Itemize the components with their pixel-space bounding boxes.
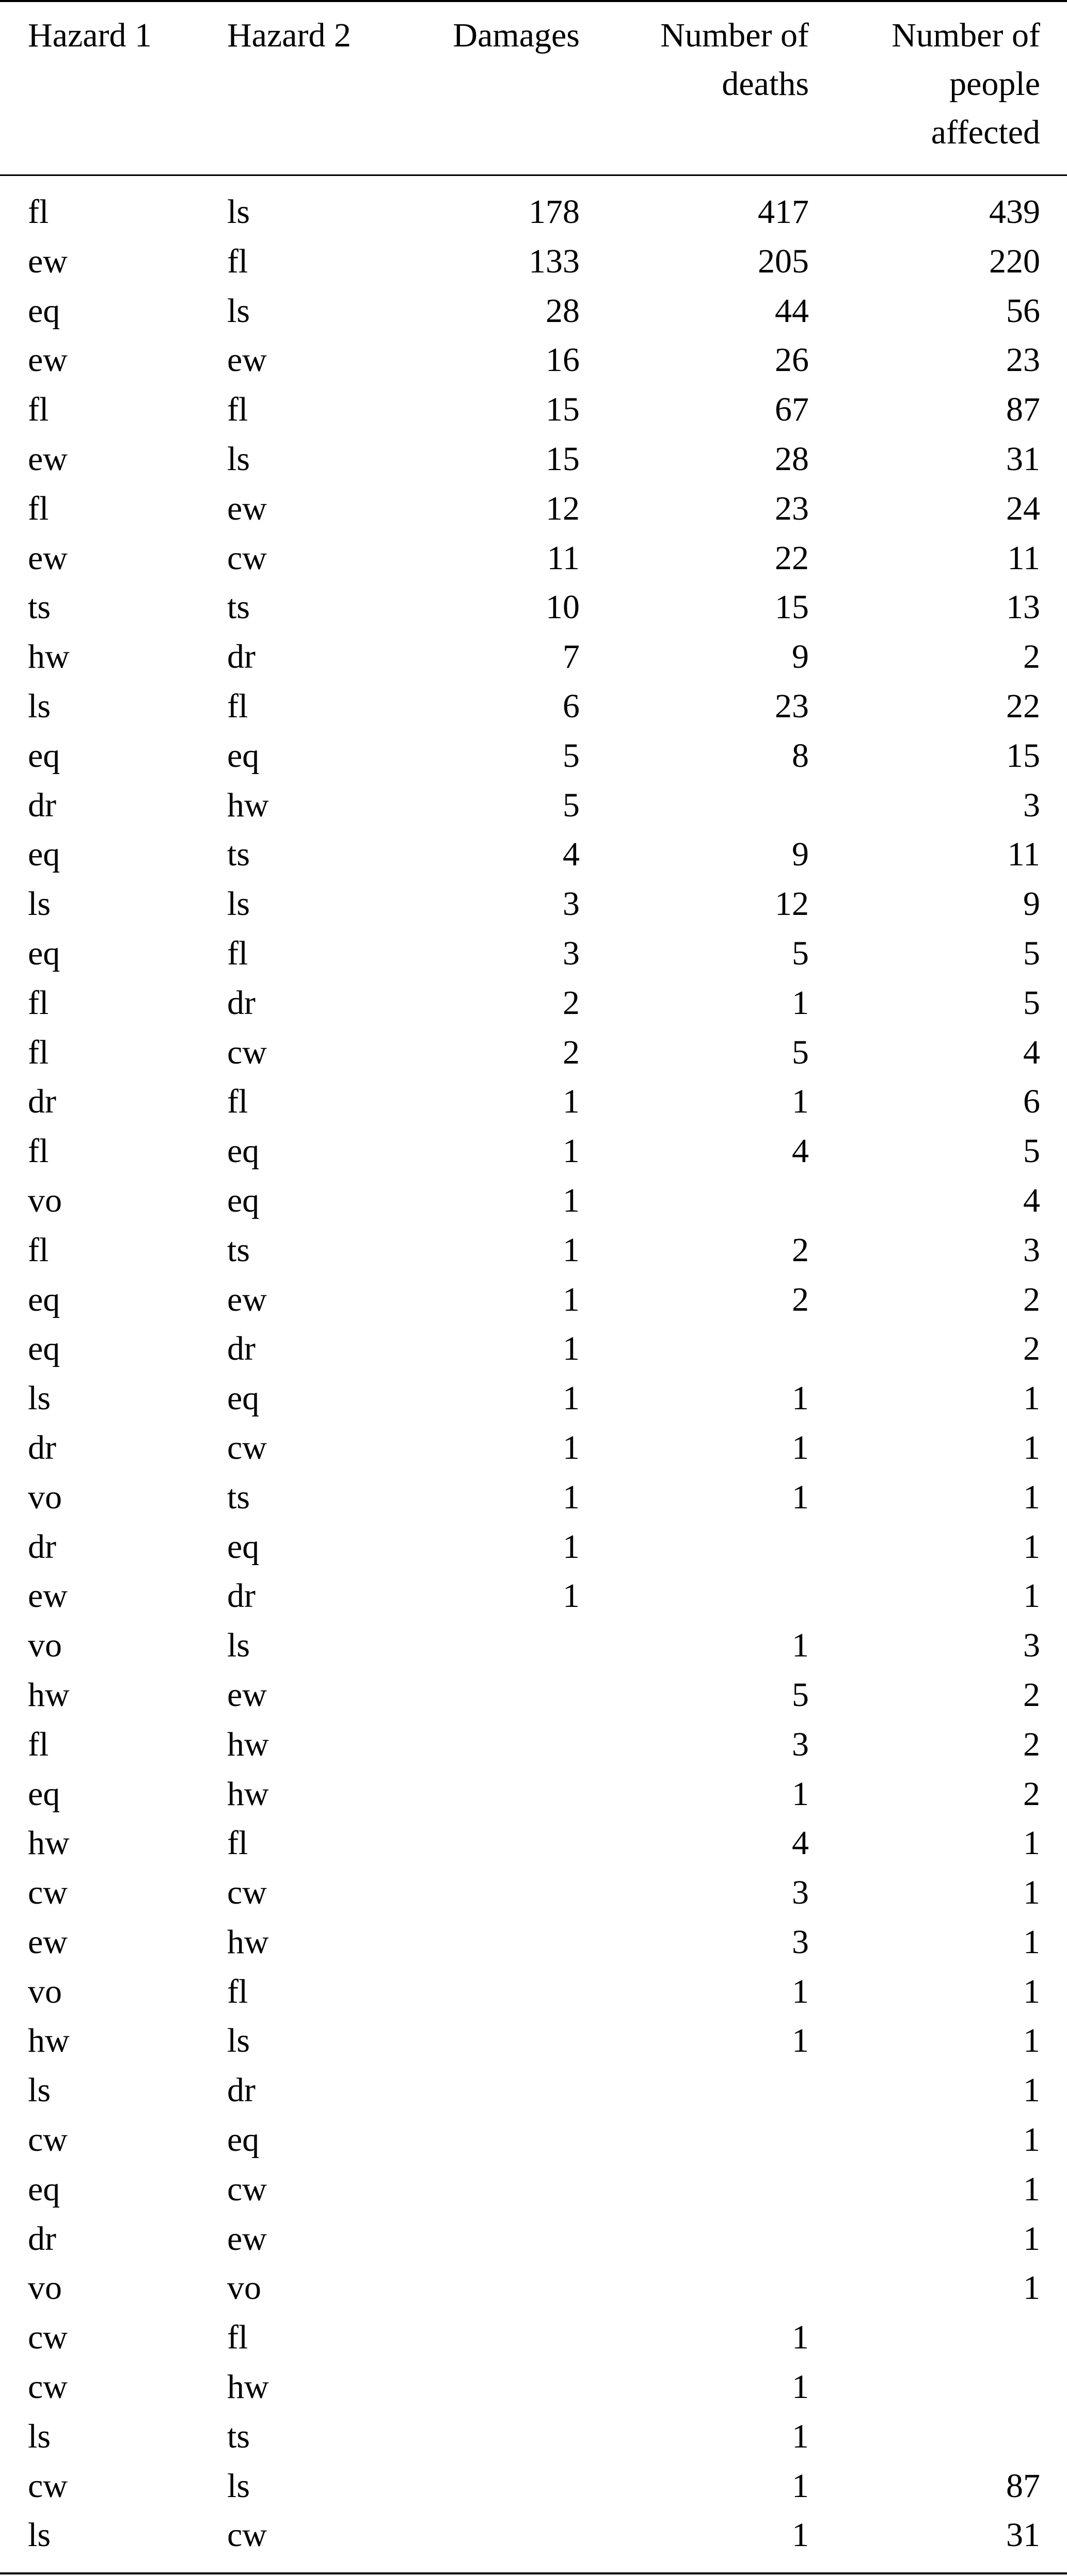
cell-hazard-1: fl <box>28 1725 49 1763</box>
cell-hazard-2: cw <box>227 539 267 577</box>
cell-deaths: 8 <box>792 736 809 775</box>
cell-deaths: 1 <box>792 2417 809 2455</box>
cell-hazard-1: fl <box>28 391 49 429</box>
table-row <box>0 484 1067 534</box>
cell-hazard-2: ts <box>227 1478 250 1516</box>
cell-people-affected: 2 <box>1023 1676 1040 1714</box>
cell-damages: 1 <box>563 1132 580 1170</box>
cell-hazard-2: hw <box>227 786 269 824</box>
cell-deaths: 1 <box>792 1775 809 1813</box>
cell-hazard-1: dr <box>28 786 56 824</box>
header-hazard-1: Hazard 1 <box>28 17 152 54</box>
cell-damages: 1 <box>563 1231 580 1269</box>
cell-hazard-2: eq <box>227 1379 260 1418</box>
cell-hazard-1: ew <box>28 440 68 478</box>
cell-hazard-1: fl <box>28 984 49 1022</box>
cell-people-affected: 1 <box>1023 1824 1040 1862</box>
cell-hazard-1: ls <box>28 885 51 923</box>
cell-damages: 2 <box>563 1033 580 1071</box>
cell-people-affected: 22 <box>1006 687 1040 725</box>
table-row <box>0 1423 1067 1473</box>
table-row <box>0 534 1067 583</box>
cell-hazard-1: hw <box>28 1676 70 1714</box>
table-row <box>0 187 1067 237</box>
cell-deaths: 1 <box>792 2319 809 2357</box>
cell-hazard-1: fl <box>28 1033 49 1071</box>
cell-people-affected: 1 <box>1023 1577 1040 1615</box>
cell-hazard-2: hw <box>227 1775 269 1813</box>
header-number-of-people-affected: Number of people affected <box>891 17 1040 151</box>
cell-deaths: 1 <box>792 1083 809 1121</box>
table-header <box>0 11 1067 166</box>
cell-deaths: 9 <box>792 835 809 874</box>
cell-hazard-1: cw <box>28 2319 68 2357</box>
cell-hazard-2: ew <box>227 2219 267 2258</box>
table-row <box>0 1967 1067 2017</box>
table-row <box>0 2313 1067 2362</box>
table-row <box>0 2412 1067 2461</box>
cell-damages: 5 <box>563 736 580 775</box>
table-row <box>0 583 1067 632</box>
cell-people-affected: 11 <box>1007 835 1040 874</box>
cell-people-affected: 1 <box>1023 1527 1040 1566</box>
table-row <box>0 2362 1067 2412</box>
cell-hazard-2: fl <box>227 2319 248 2357</box>
cell-hazard-1: hw <box>28 2022 70 2060</box>
cell-people-affected: 5 <box>1023 1132 1040 1170</box>
cell-hazard-1: eq <box>28 1280 60 1318</box>
cell-deaths: 5 <box>792 1033 809 1071</box>
cell-hazard-2: dr <box>227 984 256 1022</box>
table-row <box>0 1818 1067 1868</box>
cell-hazard-1: vo <box>28 1181 62 1219</box>
table-row <box>0 830 1067 879</box>
cell-people-affected: 2 <box>1023 1280 1040 1318</box>
table-row <box>0 2165 1067 2214</box>
table-row <box>0 1769 1067 1819</box>
cell-hazard-1: ew <box>28 539 68 577</box>
cell-people-affected: 56 <box>1006 292 1040 330</box>
cell-deaths: 4 <box>792 1824 809 1862</box>
cell-hazard-1: cw <box>28 2368 68 2406</box>
cell-damages: 1 <box>563 1181 580 1219</box>
cell-hazard-1: ls <box>28 2516 51 2554</box>
table-row <box>0 286 1067 336</box>
cell-hazard-2: fl <box>227 391 248 429</box>
cell-deaths: 5 <box>792 1676 809 1714</box>
cell-hazard-2: ts <box>227 588 250 626</box>
cell-people-affected: 1 <box>1023 2170 1040 2208</box>
table-row <box>0 632 1067 682</box>
cell-deaths: 1 <box>792 984 809 1022</box>
cell-damages: 2 <box>563 984 580 1022</box>
cell-hazard-2: ls <box>227 2022 250 2060</box>
cell-hazard-1: ts <box>28 588 51 626</box>
cell-hazard-2: ts <box>227 1231 250 1269</box>
cell-deaths: 417 <box>758 193 809 231</box>
cell-people-affected: 3 <box>1023 786 1040 824</box>
cell-hazard-1: vo <box>28 1972 62 2010</box>
cell-hazard-1: ls <box>28 687 51 725</box>
cell-deaths: 3 <box>792 1923 809 1961</box>
table-row <box>0 1028 1067 1077</box>
cell-deaths: 1 <box>792 1972 809 2010</box>
table-row <box>0 237 1067 286</box>
cell-damages: 1 <box>563 1083 580 1121</box>
table-row <box>0 1918 1067 1967</box>
table-row <box>0 929 1067 978</box>
table-row <box>0 682 1067 731</box>
cell-hazard-1: eq <box>28 736 60 775</box>
cell-people-affected: 2 <box>1023 1330 1040 1368</box>
table-row <box>0 1176 1067 1226</box>
table-row <box>0 1226 1067 1275</box>
cell-damages: 3 <box>563 934 580 972</box>
table-row <box>0 2115 1067 2165</box>
cell-hazard-2: ls <box>227 193 250 231</box>
header-damages: Damages <box>453 17 580 54</box>
cell-hazard-2: fl <box>227 1824 248 1862</box>
cell-people-affected: 1 <box>1023 1874 1040 1912</box>
table-row <box>0 1522 1067 1572</box>
cell-hazard-1: eq <box>28 2170 60 2208</box>
table-row <box>0 879 1067 929</box>
cell-hazard-2: hw <box>227 2368 269 2406</box>
cell-people-affected: 2 <box>1023 1775 1040 1813</box>
cell-damages: 1 <box>563 1478 580 1516</box>
cell-hazard-1: cw <box>28 1874 68 1912</box>
cell-damages: 28 <box>546 292 580 330</box>
cell-deaths: 12 <box>775 885 809 923</box>
table-row <box>0 1077 1067 1126</box>
cell-hazard-1: eq <box>28 1330 60 1368</box>
cell-deaths: 1 <box>792 1627 809 1665</box>
cell-hazard-2: cw <box>227 1033 267 1071</box>
cell-hazard-2: cw <box>227 2170 267 2208</box>
cell-hazard-2: ls <box>227 440 250 478</box>
cell-deaths: 1 <box>792 1478 809 1516</box>
table-row <box>0 2510 1067 2560</box>
cell-damages: 16 <box>546 341 580 379</box>
top-rule <box>0 0 1067 2</box>
cell-hazard-2: hw <box>227 1923 269 1961</box>
cell-damages: 15 <box>546 391 580 429</box>
cell-hazard-2: ts <box>227 835 250 874</box>
table-row <box>0 1868 1067 1918</box>
cell-hazard-1: dr <box>28 1527 56 1566</box>
cell-hazard-1: fl <box>28 1231 49 1269</box>
cell-people-affected: 2 <box>1023 638 1040 676</box>
cell-deaths: 205 <box>758 242 809 280</box>
cell-hazard-2: cw <box>227 1874 267 1912</box>
cell-deaths: 1 <box>792 2516 809 2554</box>
cell-deaths: 2 <box>792 1280 809 1318</box>
cell-people-affected: 24 <box>1006 489 1040 527</box>
cell-damages: 15 <box>546 440 580 478</box>
cell-people-affected: 3 <box>1023 1627 1040 1665</box>
cell-hazard-1: fl <box>28 489 49 527</box>
cell-damages: 133 <box>529 242 580 280</box>
table-row <box>0 385 1067 434</box>
cell-deaths: 5 <box>792 934 809 972</box>
table-row <box>0 2461 1067 2511</box>
cell-damages: 1 <box>563 1527 580 1566</box>
cell-deaths: 67 <box>775 391 809 429</box>
table-row <box>0 434 1067 484</box>
cell-people-affected: 23 <box>1006 341 1040 379</box>
table-row <box>0 1374 1067 1423</box>
table-row <box>0 978 1067 1028</box>
cell-hazard-1: fl <box>28 1132 49 1170</box>
table-row <box>0 1621 1067 1670</box>
cell-deaths: 4 <box>792 1132 809 1170</box>
cell-people-affected: 5 <box>1023 984 1040 1022</box>
table-row <box>0 1275 1067 1325</box>
cell-hazard-2: ts <box>227 2417 250 2455</box>
cell-hazard-2: ew <box>227 341 267 379</box>
cell-deaths: 22 <box>775 539 809 577</box>
cell-damages: 1 <box>563 1428 580 1467</box>
cell-deaths: 26 <box>775 341 809 379</box>
cell-damages: 5 <box>563 786 580 824</box>
cell-hazard-2: eq <box>227 1132 260 1170</box>
cell-deaths: 44 <box>775 292 809 330</box>
cell-hazard-2: eq <box>227 2121 260 2159</box>
cell-people-affected: 87 <box>1006 2467 1040 2505</box>
cell-people-affected: 11 <box>1007 539 1040 577</box>
cell-damages: 4 <box>563 835 580 874</box>
cell-hazard-2: ew <box>227 489 267 527</box>
cell-hazard-2: fl <box>227 687 248 725</box>
cell-people-affected: 1 <box>1023 2022 1040 2060</box>
cell-people-affected: 4 <box>1023 1181 1040 1219</box>
cell-damages: 7 <box>563 638 580 676</box>
cell-hazard-2: eq <box>227 736 260 775</box>
cell-hazard-1: ls <box>28 2071 51 2110</box>
cell-people-affected: 13 <box>1006 588 1040 626</box>
cell-deaths: 1 <box>792 1379 809 1418</box>
cell-hazard-2: dr <box>227 2071 256 2110</box>
cell-hazard-1: eq <box>28 292 60 330</box>
cell-hazard-2: ew <box>227 1280 267 1318</box>
table-row <box>0 2066 1067 2115</box>
table-row <box>0 781 1067 830</box>
cell-hazard-1: cw <box>28 2121 68 2159</box>
cell-damages: 6 <box>563 687 580 725</box>
cell-people-affected: 1 <box>1023 2269 1040 2307</box>
cell-hazard-2: eq <box>227 1181 260 1219</box>
table-row <box>0 1126 1067 1176</box>
cell-people-affected: 6 <box>1023 1083 1040 1121</box>
cell-people-affected: 31 <box>1006 440 1040 478</box>
cell-deaths: 9 <box>792 638 809 676</box>
cell-people-affected: 1 <box>1023 2071 1040 2110</box>
cell-hazard-1: eq <box>28 934 60 972</box>
header-hazard-2: Hazard 2 <box>227 17 352 54</box>
cell-damages: 3 <box>563 885 580 923</box>
cell-deaths: 15 <box>775 588 809 626</box>
cell-hazard-2: dr <box>227 638 256 676</box>
cell-hazard-1: fl <box>28 193 49 231</box>
cell-people-affected: 1 <box>1023 1379 1040 1418</box>
table-row <box>0 335 1067 385</box>
cell-damages: 10 <box>546 588 580 626</box>
cell-deaths: 2 <box>792 1231 809 1269</box>
cell-people-affected: 5 <box>1023 934 1040 972</box>
cell-people-affected: 220 <box>989 242 1040 280</box>
cell-people-affected: 87 <box>1006 391 1040 429</box>
table-row <box>0 1670 1067 1720</box>
cell-deaths: 1 <box>792 1428 809 1467</box>
cell-people-affected: 1 <box>1023 1428 1040 1467</box>
cell-hazard-1: ls <box>28 2417 51 2455</box>
cell-hazard-1: ew <box>28 242 68 280</box>
cell-hazard-1: dr <box>28 1428 56 1467</box>
cell-deaths: 1 <box>792 2368 809 2406</box>
cell-hazard-2: fl <box>227 1083 248 1121</box>
cell-damages: 12 <box>546 489 580 527</box>
cell-people-affected: 4 <box>1023 1033 1040 1071</box>
cell-hazard-1: vo <box>28 2269 62 2307</box>
cell-hazard-2: vo <box>227 2269 261 2307</box>
cell-people-affected: 1 <box>1023 1923 1040 1961</box>
cell-people-affected: 31 <box>1006 2516 1040 2554</box>
cell-hazard-1: hw <box>28 1824 70 1862</box>
cell-hazard-2: eq <box>227 1527 260 1566</box>
cell-people-affected: 1 <box>1023 1972 1040 2010</box>
cell-people-affected: 1 <box>1023 2219 1040 2258</box>
cell-damages: 178 <box>529 193 580 231</box>
cell-hazard-2: cw <box>227 1428 267 1467</box>
table-row <box>0 1571 1067 1621</box>
cell-hazard-1: eq <box>28 835 60 874</box>
table-row <box>0 1720 1067 1769</box>
cell-hazard-2: fl <box>227 934 248 972</box>
cell-damages: 11 <box>547 539 580 577</box>
cell-hazard-1: ew <box>28 1577 68 1615</box>
header-rule <box>0 174 1067 176</box>
cell-hazard-1: dr <box>28 2219 56 2258</box>
table-row <box>0 731 1067 781</box>
cell-hazard-1: ew <box>28 341 68 379</box>
cell-deaths: 3 <box>792 1725 809 1763</box>
table-row <box>0 1324 1067 1374</box>
cell-deaths: 1 <box>792 2022 809 2060</box>
cell-hazard-2: dr <box>227 1330 256 1368</box>
cell-damages: 1 <box>563 1577 580 1615</box>
cell-people-affected: 2 <box>1023 1725 1040 1763</box>
cell-people-affected: 1 <box>1023 2121 1040 2159</box>
cell-hazard-1: ls <box>28 1379 51 1418</box>
cell-hazard-2: ls <box>227 2467 250 2505</box>
cell-hazard-2: ew <box>227 1676 267 1714</box>
header-number-of-deaths: Number of deaths <box>660 17 809 103</box>
cell-damages: 1 <box>563 1379 580 1418</box>
cell-hazard-1: hw <box>28 638 70 676</box>
cell-deaths: 23 <box>775 489 809 527</box>
cell-deaths: 1 <box>792 2467 809 2505</box>
cell-deaths: 3 <box>792 1874 809 1912</box>
cell-hazard-2: cw <box>227 2516 267 2554</box>
cell-hazard-1: ew <box>28 1923 68 1961</box>
table-row <box>0 2263 1067 2313</box>
cell-deaths: 23 <box>775 687 809 725</box>
cell-people-affected: 15 <box>1006 736 1040 775</box>
cell-hazard-2: ls <box>227 292 250 330</box>
cell-hazard-1: vo <box>28 1627 62 1665</box>
cell-hazard-1: cw <box>28 2467 68 2505</box>
cell-people-affected: 1 <box>1023 1478 1040 1516</box>
cell-deaths: 28 <box>775 440 809 478</box>
cell-hazard-2: ls <box>227 885 250 923</box>
cell-damages: 1 <box>563 1280 580 1318</box>
cell-people-affected: 9 <box>1023 885 1040 923</box>
cell-hazard-2: dr <box>227 1577 256 1615</box>
table-row <box>0 2016 1067 2066</box>
cell-hazard-1: dr <box>28 1083 56 1121</box>
cell-hazard-2: fl <box>227 1972 248 2010</box>
cell-hazard-2: fl <box>227 242 248 280</box>
cell-hazard-1: vo <box>28 1478 62 1516</box>
bottom-rule <box>0 2572 1067 2574</box>
cell-people-affected: 3 <box>1023 1231 1040 1269</box>
cell-hazard-2: ls <box>227 1627 250 1665</box>
table-row <box>0 2214 1067 2264</box>
cell-people-affected: 439 <box>989 193 1040 231</box>
table-body <box>0 187 1067 2560</box>
cell-damages: 1 <box>563 1330 580 1368</box>
table-row <box>0 1473 1067 1522</box>
cell-hazard-2: hw <box>227 1725 269 1763</box>
cell-hazard-1: eq <box>28 1775 60 1813</box>
